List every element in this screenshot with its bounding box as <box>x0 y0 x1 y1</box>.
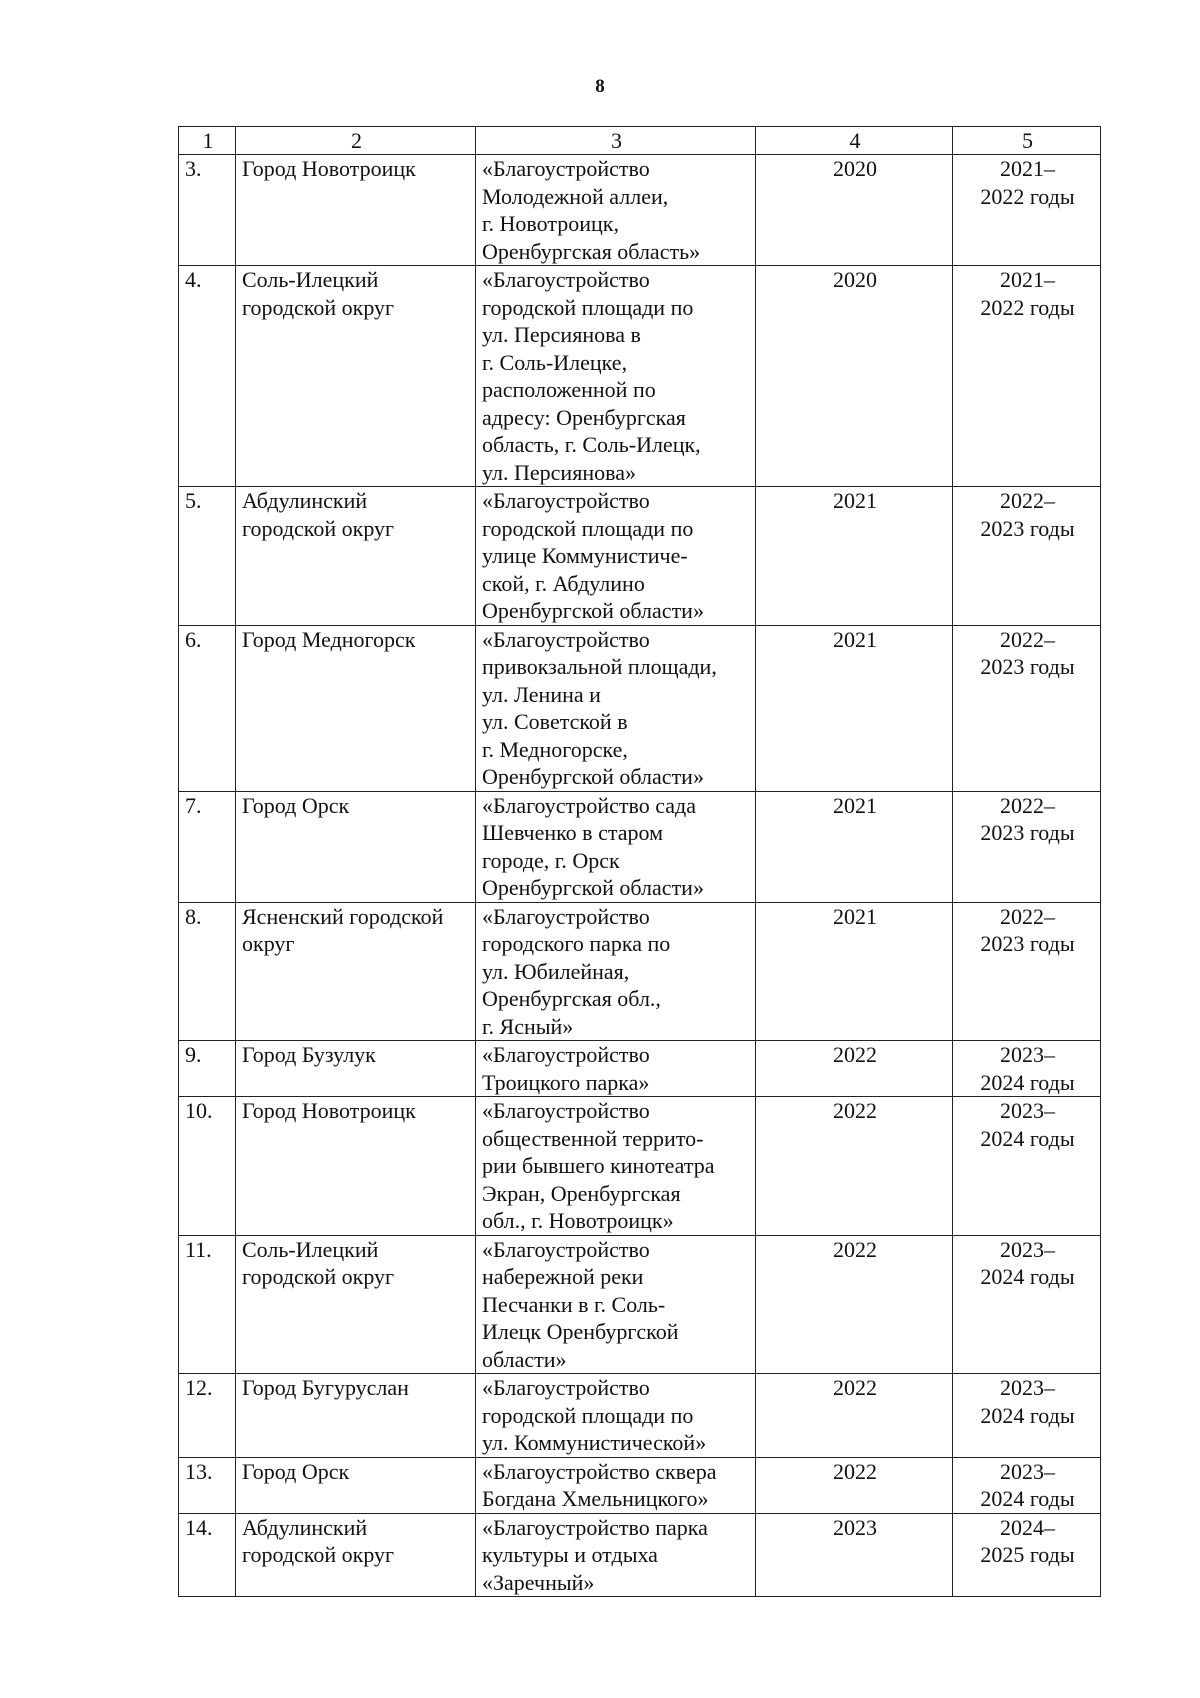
implementation-period-cell: 2022– 2023 годы <box>953 625 1101 791</box>
year-cell: 2022 <box>756 1041 953 1097</box>
projects-table <box>178 126 1101 1597</box>
implementation-period-cell: 2023– 2024 годы <box>953 1097 1101 1236</box>
row-number-cell: 3. <box>179 155 236 266</box>
table-row <box>179 1097 1101 1236</box>
project-name-cell: «Благоустройство общественной террито- рии бывшего кинотеатра Экран, Оренбургская обл., г. Новотроицк» <box>476 1097 756 1236</box>
year-cell: 2021 <box>756 625 953 791</box>
year-cell: 2022 <box>756 1457 953 1513</box>
project-name-cell: «Благоустройство Молодежной аллеи, г. Новотроицк, Оренбургская область» <box>476 155 756 266</box>
municipality-cell: Город Новотроицк <box>236 1097 476 1236</box>
project-name-cell: «Благоустройство сада Шевченко в старом городе, г. Орск Оренбургской области» <box>476 791 756 902</box>
project-name-cell: «Благоустройство парка культуры и отдыха «Заречный» <box>476 1513 756 1597</box>
year-cell: 2022 <box>756 1374 953 1458</box>
year-cell: 2021 <box>756 487 953 626</box>
year-cell: 2021 <box>756 902 953 1041</box>
project-name-cell: «Благоустройство городской площади по ул. Коммунистической» <box>476 1374 756 1458</box>
year-cell: 2020 <box>756 266 953 487</box>
municipality-cell: Абдулинский городской округ <box>236 1513 476 1597</box>
column-header: 1 <box>179 127 236 155</box>
implementation-period-cell: 2022– 2023 годы <box>953 487 1101 626</box>
row-number-cell: 13. <box>179 1457 236 1513</box>
table-row <box>179 487 1101 626</box>
row-number-cell: 8. <box>179 902 236 1041</box>
table-row <box>179 1041 1101 1097</box>
implementation-period-cell: 2023– 2024 годы <box>953 1457 1101 1513</box>
implementation-period-cell: 2023– 2024 годы <box>953 1041 1101 1097</box>
table-row <box>179 1374 1101 1458</box>
municipality-cell: Город Орск <box>236 791 476 902</box>
table-row <box>179 266 1101 487</box>
project-name-cell: «Благоустройство привокзальной площади, ул. Ленина и ул. Советской в г. Медногорске, Оренбургской области» <box>476 625 756 791</box>
project-name-cell: «Благоустройство сквера Богдана Хмельницкого» <box>476 1457 756 1513</box>
municipality-cell: Город Бугуруслан <box>236 1374 476 1458</box>
table-row <box>179 625 1101 791</box>
year-cell: 2021 <box>756 791 953 902</box>
year-cell: 2022 <box>756 1235 953 1374</box>
table-row <box>179 1457 1101 1513</box>
implementation-period-cell: 2021– 2022 годы <box>953 155 1101 266</box>
table-row <box>179 155 1101 266</box>
column-header: 3 <box>476 127 756 155</box>
municipality-cell: Соль-Илецкий городской округ <box>236 266 476 487</box>
municipality-cell: Абдулинский городской округ <box>236 487 476 626</box>
row-number-cell: 4. <box>179 266 236 487</box>
project-name-cell: «Благоустройство городской площади по ул. Персиянова в г. Соль-Илецке, расположенной по адресу: Оренбургская область, г. Соль-Илецк, ул. Персиянова» <box>476 266 756 487</box>
year-cell: 2023 <box>756 1513 953 1597</box>
project-name-cell: «Благоустройство городской площади по улице Коммунистиче- ской, г. Абдулино Оренбургской области» <box>476 487 756 626</box>
implementation-period-cell: 2022– 2023 годы <box>953 902 1101 1041</box>
page-number: 8 <box>595 76 605 97</box>
table-row <box>179 791 1101 902</box>
project-name-cell: «Благоустройство Троицкого парка» <box>476 1041 756 1097</box>
municipality-cell: Город Новотроицк <box>236 155 476 266</box>
row-number-cell: 14. <box>179 1513 236 1597</box>
implementation-period-cell: 2021– 2022 годы <box>953 266 1101 487</box>
table-row <box>179 1235 1101 1374</box>
row-number-cell: 10. <box>179 1097 236 1236</box>
table-row <box>179 1513 1101 1597</box>
row-number-cell: 11. <box>179 1235 236 1374</box>
row-number-cell: 6. <box>179 625 236 791</box>
row-number-cell: 12. <box>179 1374 236 1458</box>
column-header: 2 <box>236 127 476 155</box>
municipality-cell: Город Орск <box>236 1457 476 1513</box>
year-cell: 2022 <box>756 1097 953 1236</box>
implementation-period-cell: 2023– 2024 годы <box>953 1374 1101 1458</box>
table-header-row <box>179 127 1101 155</box>
year-cell: 2020 <box>756 155 953 266</box>
implementation-period-cell: 2022– 2023 годы <box>953 791 1101 902</box>
column-header: 5 <box>953 127 1101 155</box>
project-name-cell: «Благоустройство городского парка по ул. Юбилейная, Оренбургская обл., г. Ясный» <box>476 902 756 1041</box>
implementation-period-cell: 2024– 2025 годы <box>953 1513 1101 1597</box>
table-row <box>179 902 1101 1041</box>
row-number-cell: 5. <box>179 487 236 626</box>
municipality-cell: Город Медногорск <box>236 625 476 791</box>
municipality-cell: Ясненский городской округ <box>236 902 476 1041</box>
project-name-cell: «Благоустройство набережной реки Песчанки в г. Соль- Илецк Оренбургской области» <box>476 1235 756 1374</box>
row-number-cell: 9. <box>179 1041 236 1097</box>
column-header: 4 <box>756 127 953 155</box>
row-number-cell: 7. <box>179 791 236 902</box>
municipality-cell: Город Бузулук <box>236 1041 476 1097</box>
implementation-period-cell: 2023– 2024 годы <box>953 1235 1101 1374</box>
municipality-cell: Соль-Илецкий городской округ <box>236 1235 476 1374</box>
